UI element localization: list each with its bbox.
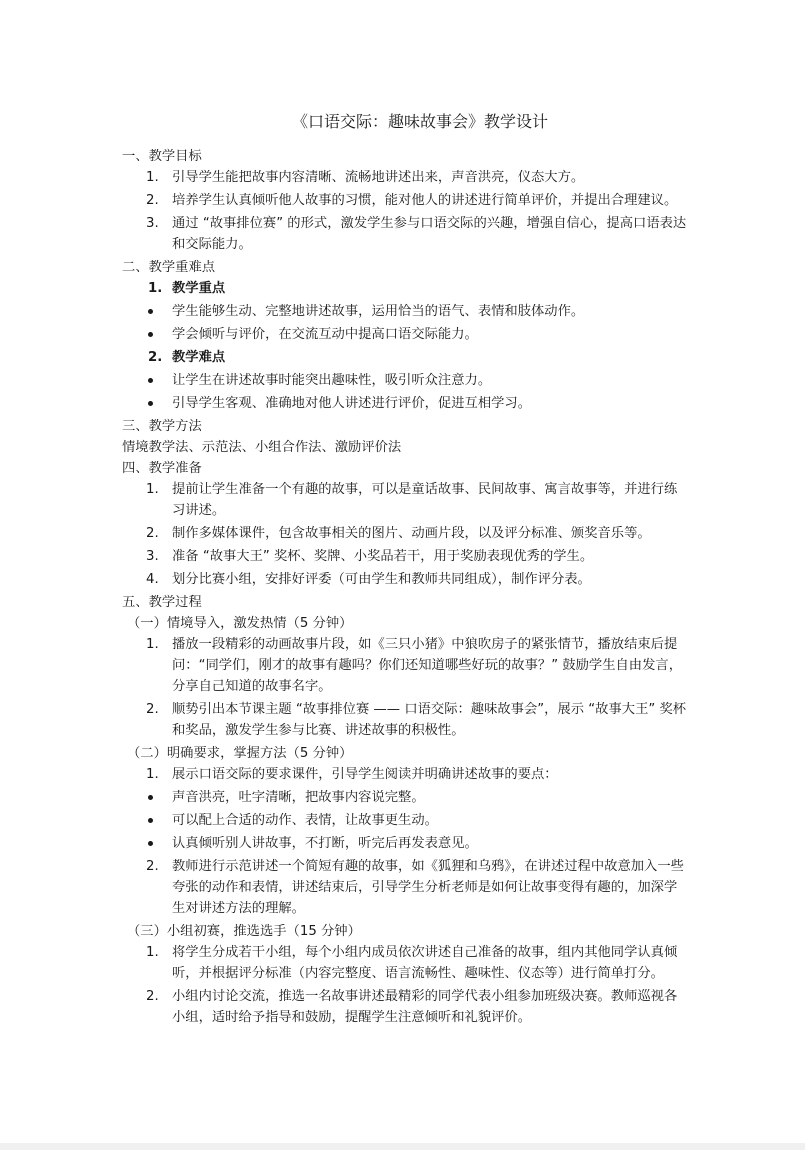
- list-item: [122, 213, 688, 255]
- list-item: [122, 699, 688, 741]
- bullet-item: [122, 370, 688, 391]
- methods-text: 情境教学法、示范法、小组合作法、激励评价法: [122, 440, 402, 455]
- bullet-icon: [148, 401, 153, 406]
- item-text: 展示口语交际的要求课件，引导学生阅读并明确讲述故事的要点：: [172, 767, 558, 782]
- bullet-text: 引导学生客观、准确地对他人讲述进行评价，促进互相学习。: [172, 396, 532, 411]
- bullet-text: 让学生在讲述故事时能突出趣味性，吸引听众注意力。: [172, 373, 492, 388]
- list-item: [122, 942, 688, 984]
- item-text: 制作多媒体课件，包含故事相关的图片、动画片段，以及评分标准、颁奖音乐等。: [172, 526, 651, 541]
- item-number: 2.: [146, 702, 159, 717]
- item-number: 3.: [146, 549, 159, 564]
- bullet-item: [122, 810, 688, 831]
- section-heading-process: 五、教学过程: [122, 595, 202, 610]
- item-number: 1.: [146, 170, 159, 185]
- item-text: 通过 “故事排位赛” 的形式，激发学生参与口语交际的兴趣，增强自信心，提高口语表达和交际能力。: [172, 216, 687, 252]
- item-number: 3.: [146, 216, 159, 231]
- section-heading-preparation: 四、教学准备: [122, 461, 202, 476]
- bullet-item: [122, 833, 688, 854]
- bullet-item: [122, 393, 688, 414]
- item-number: 1.: [148, 281, 163, 296]
- bullet-text: 可以配上合适的动作、表情，让故事更生动。: [172, 813, 438, 828]
- item-number: 2.: [146, 989, 159, 1004]
- list-item: [122, 167, 688, 188]
- item-number: 1.: [146, 637, 159, 652]
- bullet-text: 认真倾听别人讲故事，不打断，听完后再发表意见。: [172, 836, 478, 851]
- section-heading-methods: 三、教学方法: [122, 419, 202, 434]
- section-heading-key-points: 二、教学重难点: [122, 260, 216, 275]
- item-text: 将学生分成若干小组，每个小组内成员依次讲述自己准备的故事，组内其他同学认真倾听，并根据评分标准（内容完整度、语言流畅性、趣味性、仪态等）进行简单打分。: [172, 945, 678, 981]
- item-number: 4.: [146, 572, 159, 587]
- list-item: [122, 856, 688, 919]
- document-content: [122, 111, 688, 1030]
- item-text: 划分比赛小组，安排好评委（可由学生和教师共同组成），制作评分表。: [172, 572, 591, 587]
- list-item: [122, 569, 688, 590]
- section-heading-goals: 一、教学目标: [122, 149, 202, 164]
- subsection-heading-group-contest: （三）小组初赛，推选选手（15 分钟）: [127, 924, 361, 939]
- document-title: 《口语交际：趣味故事会》教学设计: [291, 112, 548, 131]
- bullet-text: 学会倾听与评价，在交流互动中提高口语交际能力。: [172, 327, 478, 342]
- item-text: 提前让学生准备一个有趣的故事，可以是童话故事、民间故事、寓言故事等，并进行练习讲述。: [172, 482, 678, 518]
- list-item: [122, 764, 688, 785]
- item-text: 教师进行示范讲述一个简短有趣的故事，如《狐狸和乌鸦》，在讲述过程中故意加入一些夸张的动作和表情，讲述结束后，引导学生分析老师是如何让故事变得有趣的，加深学生对讲述方法的理解。: [172, 859, 684, 916]
- bullet-icon: [148, 841, 153, 846]
- bullet-icon: [148, 332, 153, 337]
- list-item: [122, 634, 688, 697]
- item-number: 1.: [146, 945, 159, 960]
- bullet-icon: [148, 795, 153, 800]
- item-number: 1.: [146, 767, 159, 782]
- subheading-text: 教学重点: [172, 281, 226, 296]
- bullet-icon: [148, 309, 153, 314]
- item-text: 准备 “故事大王” 奖杯、奖牌、小奖品若干，用于奖励表现优秀的学生。: [172, 549, 594, 564]
- item-text: 顺势引出本节课主题 “故事排位赛 —— 口语交际：趣味故事会”，展示 “故事大王” 奖杯和奖品，激发学生参与比赛、讲述故事的积极性。: [172, 702, 687, 738]
- item-number: 1.: [146, 482, 159, 497]
- subheading-text: 教学难点: [172, 350, 226, 365]
- list-item: [122, 523, 688, 544]
- subheading-difficult: [122, 347, 688, 368]
- bullet-item: [122, 301, 688, 322]
- item-number: 2.: [146, 859, 159, 874]
- subsection-heading-requirements: （二）明确要求，掌握方法（5 分钟）: [127, 746, 353, 761]
- item-text: 引导学生能把故事内容清晰、流畅地讲述出来，声音洪亮，仪态大方。: [172, 170, 585, 185]
- item-number: 2.: [146, 526, 159, 541]
- list-item: [122, 479, 688, 521]
- item-number: 2.: [146, 193, 159, 208]
- bullet-icon: [148, 818, 153, 823]
- subheading-key: [122, 278, 688, 299]
- item-text: 小组内讨论交流，推选一名故事讲述最精彩的同学代表小组参加班级决赛。教师巡视各小组，适时给予指导和鼓励，提醒学生注意倾听和礼貌评价。: [172, 989, 678, 1025]
- list-item: [122, 190, 688, 211]
- list-item: [122, 546, 688, 567]
- subsection-heading-intro: （一）情境导入，激发热情（5 分钟）: [127, 616, 353, 631]
- bullet-text: 声音洪亮，吐字清晰，把故事内容说完整。: [172, 790, 425, 805]
- bullet-item: [122, 787, 688, 808]
- bullet-icon: [148, 378, 153, 383]
- list-item: [122, 986, 688, 1028]
- item-text: 培养学生认真倾听他人故事的习惯，能对他人的讲述进行简单评价，并提出合理建议。: [172, 193, 678, 208]
- bullet-item: [122, 324, 688, 345]
- bullet-text: 学生能够生动、完整地讲述故事，运用恰当的语气、表情和肢体动作。: [172, 304, 585, 319]
- item-text: 播放一段精彩的动画故事片段，如《三只小猪》中狼吹房子的紧张情节，播放结束后提问：“同学们，刚才的故事有趣吗？你们还知道哪些好玩的故事？” 鼓励学生自由发言，分享自己知道的故事名字。: [172, 637, 682, 694]
- item-number: 2.: [148, 350, 163, 365]
